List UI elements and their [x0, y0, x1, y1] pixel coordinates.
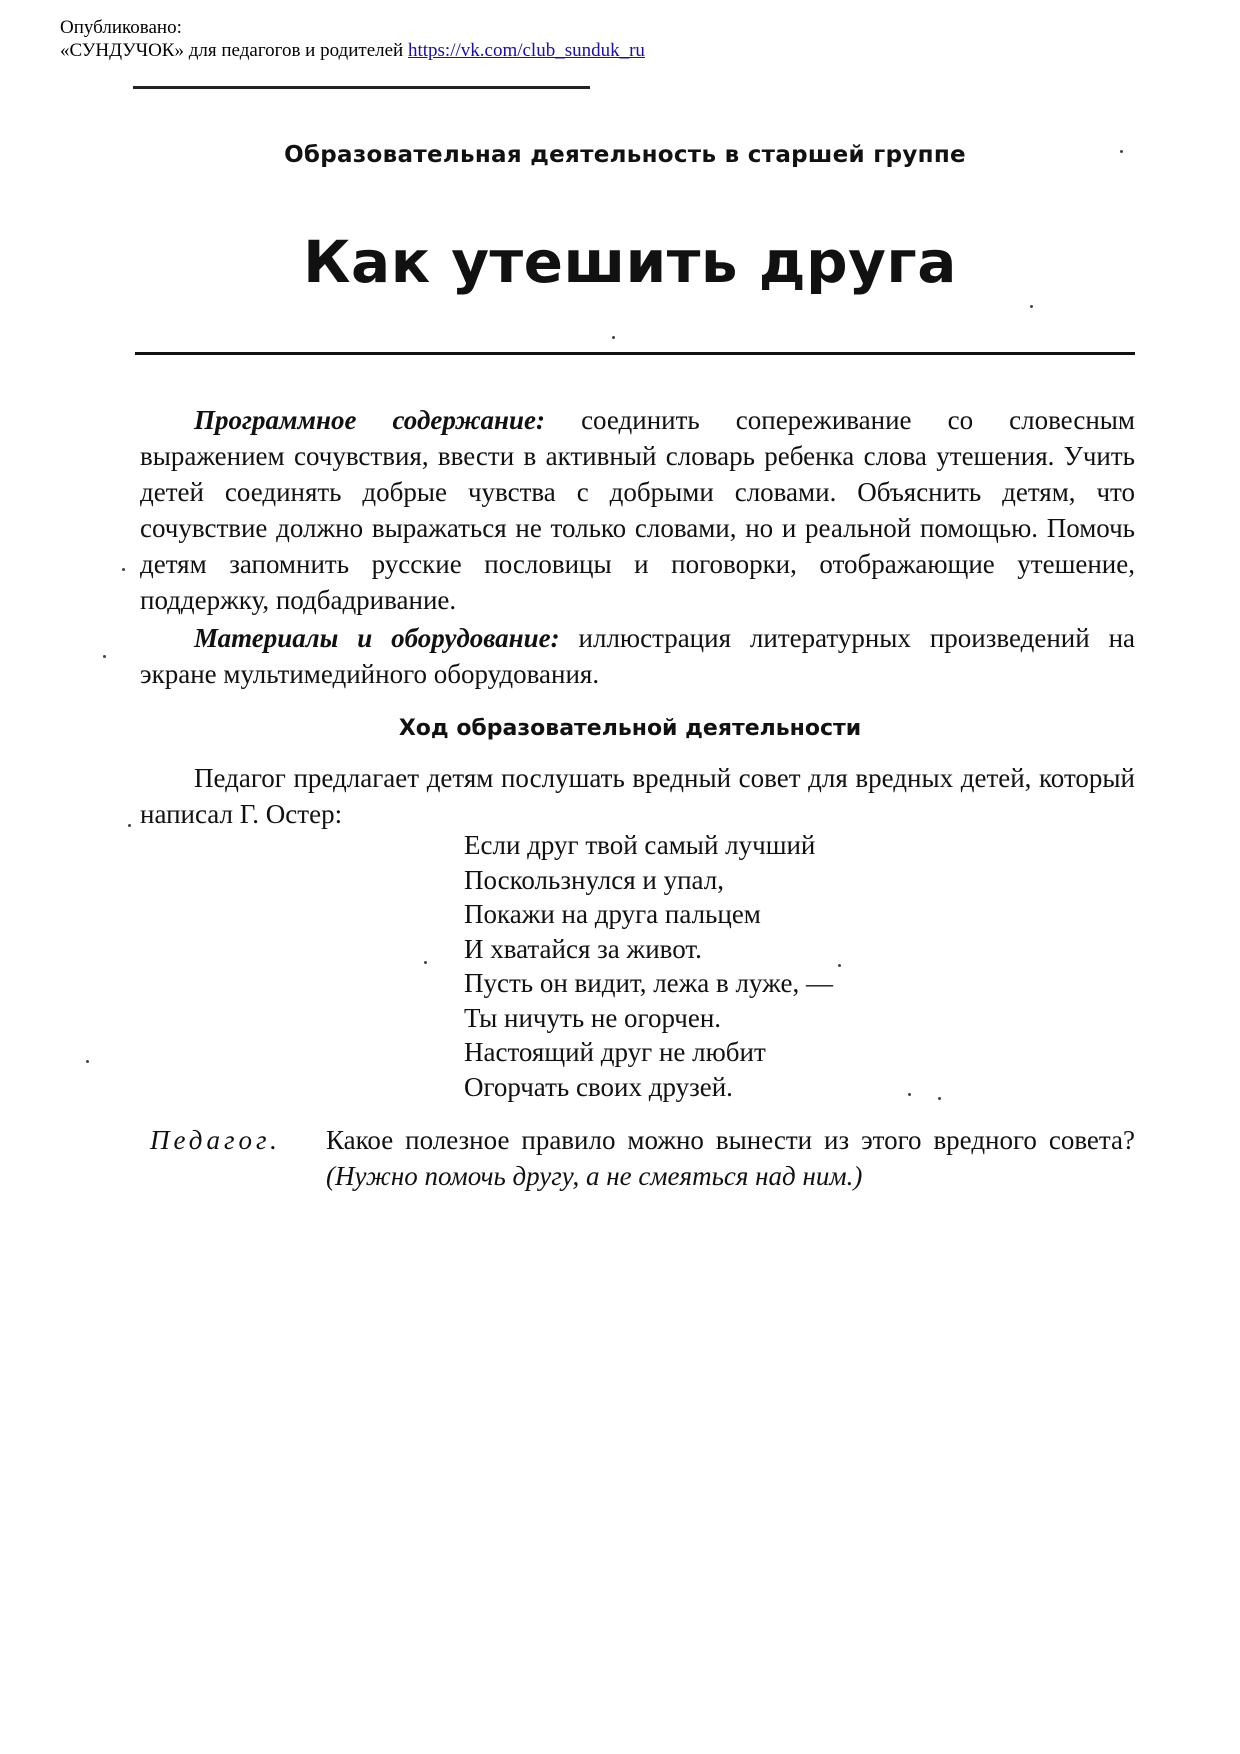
poem-line: И хватайся за живот.	[464, 933, 702, 964]
section-heading: Ход образовательной деятельности	[398, 716, 862, 741]
document-subtitle: Образовательная деятельность в старшей группе	[284, 142, 966, 168]
poem-line: Пусть он видит, лежа в луже, —	[464, 968, 833, 998]
scan-speck	[128, 824, 131, 827]
scan-speck	[612, 336, 615, 339]
poem-line: Ты ничуть не огорчен.	[464, 1002, 722, 1033]
scan-speck	[103, 655, 106, 658]
top-divider	[133, 86, 590, 89]
publisher-line	[60, 39, 645, 62]
scan-speck	[938, 1097, 941, 1100]
program-content-paragraph	[140, 402, 1135, 618]
published-label: Опубликовано:	[60, 17, 182, 38]
poem-line: Поскользнулся и упал,	[464, 864, 724, 895]
scan-speck	[838, 964, 841, 967]
title-divider	[135, 352, 1135, 355]
publisher-name: «СУНДУЧОК» для педагогов и родителей	[60, 40, 404, 61]
scan-speck	[122, 568, 125, 571]
scan-speck	[86, 1060, 89, 1063]
poem-line: Покажи на друга пальцем	[464, 899, 761, 929]
poem	[464, 828, 833, 1104]
intro-paragraph: Педагог предлагает детям послушать вредный совет для вредных детей, который написал Г. Остер:	[140, 763, 1135, 829]
scan-speck	[424, 961, 427, 964]
dialogue-speech	[326, 1122, 1135, 1194]
scan-speck	[1030, 305, 1033, 308]
poem-line: Настоящий друг не любит	[464, 1037, 766, 1067]
materials-paragraph	[140, 620, 1135, 692]
dialogue-question: Какое полезное правило можно вынести из этого вредного совета?	[326, 1125, 1135, 1155]
materials-label: Материалы и оборудование:	[194, 623, 560, 653]
program-content-text: соединить сопереживание со словесным выражением сочувствия, ввести в активный словарь ребенка слова утешения. Учить детей соединять добрые чувства с добрыми словами. Объяснить детям, что сочувствие должно выражаться не только словами, но и реальной помощью. Помочь детям запомнить русские пословицы и поговорки, отображающие утешение, поддержку, подбадривание.	[140, 405, 1135, 615]
scan-speck	[1120, 150, 1123, 153]
poem-line: Огорчать своих друзей.	[464, 1071, 733, 1102]
dialogue-speaker: Педагог.	[150, 1125, 281, 1155]
materials-text: иллюстрация литературных произведений на экране мультимедийного оборудования.	[140, 623, 1136, 689]
publication-header	[60, 16, 645, 62]
poem-line: Если друг твой самый лучший	[464, 830, 816, 860]
publisher-link[interactable]: https://vk.com/club_sunduk_ru	[407, 40, 645, 61]
dialogue-answer: (Нужно помочь другу, а не смеяться над ним.)	[326, 1161, 863, 1191]
document-title: Как утешить друга	[303, 228, 957, 296]
scan-speck	[908, 1093, 911, 1096]
program-content-label: Программное содержание:	[194, 405, 545, 435]
